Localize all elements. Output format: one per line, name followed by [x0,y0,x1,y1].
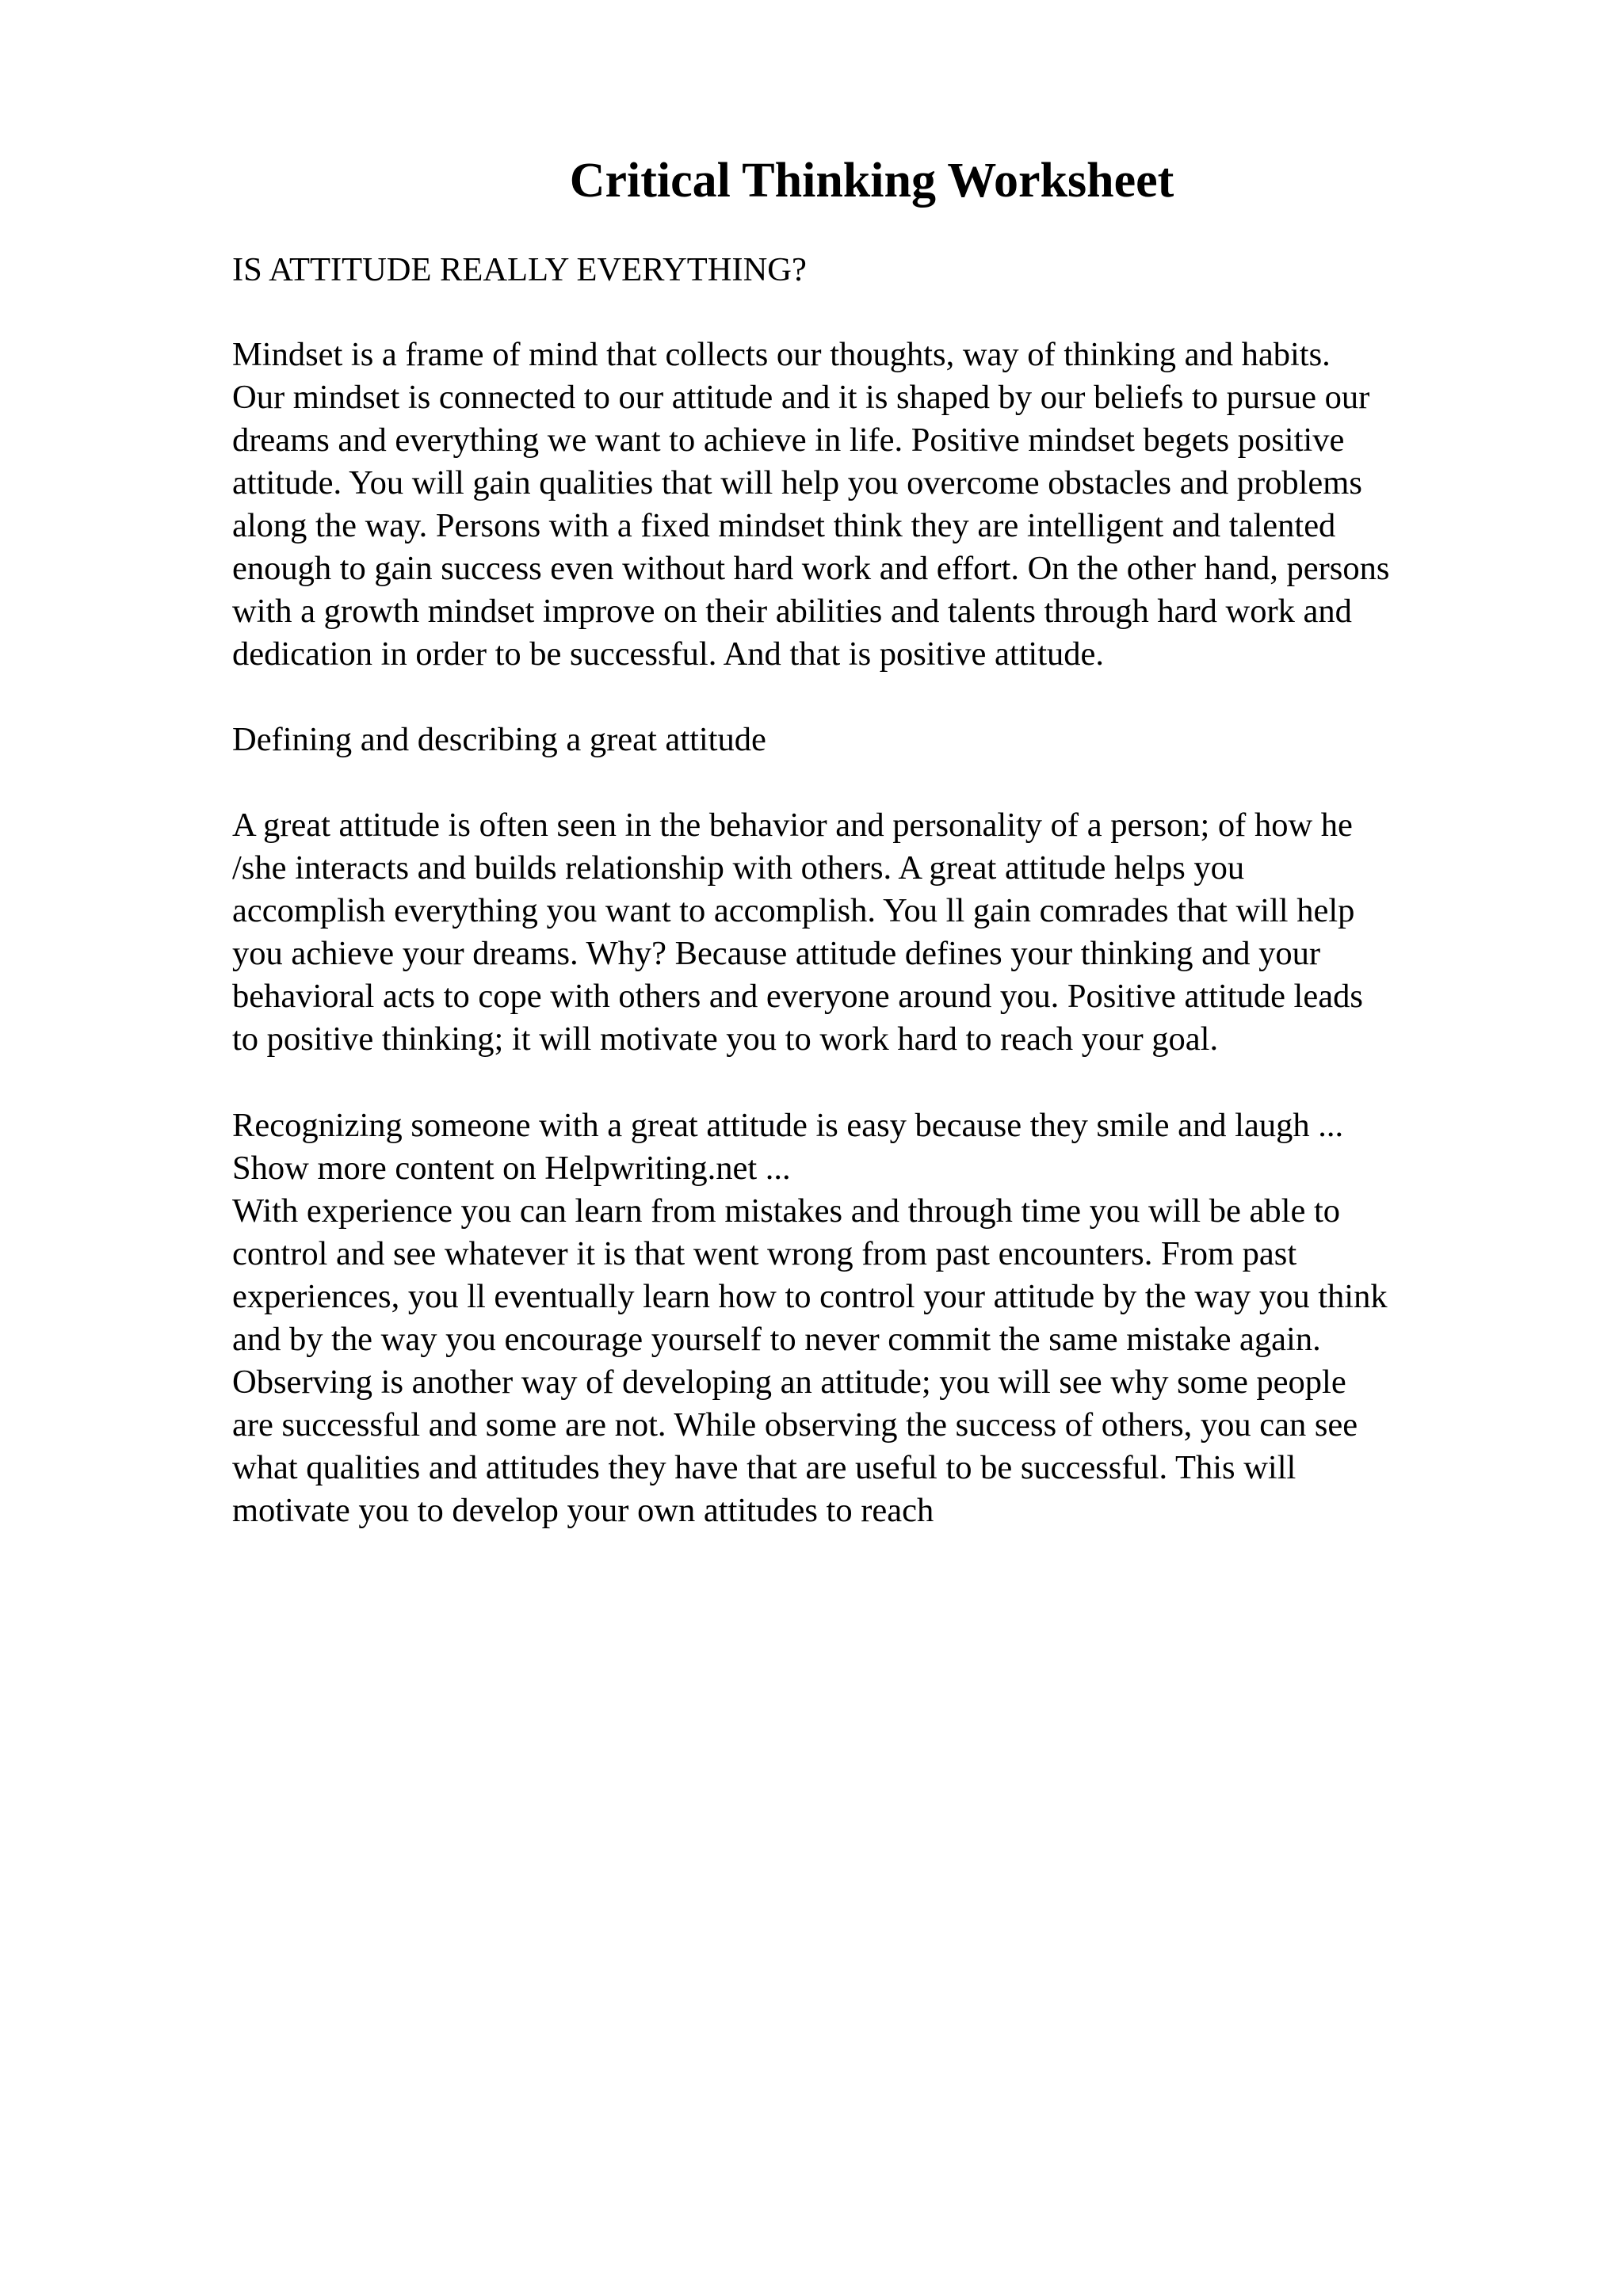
section-heading [232,719,1611,761]
paragraph-line: dedication in order to be successful. And that is positive attitude. [232,635,1105,673]
paragraph-mindset [232,334,1611,676]
paragraph-line: and by the way you encourage yourself to never commit the same mistake again. [232,1321,1321,1358]
paragraph-line: you achieve your dreams. Why? Because attitude defines your thinking and your [232,935,1320,972]
section-heading-text: Defining and describing a great attitude [232,721,766,758]
paragraph-line: what qualities and attitudes they have that are useful to be successful. This will [232,1449,1296,1486]
paragraph-line: behavioral acts to cope with others and everyone around you. Positive attitude leads [232,978,1363,1015]
paragraph-line: attitude. You will gain qualities that will help you overcome obstacles and problems [232,464,1362,502]
paragraph-line: enough to gain success even without hard work and effort. On the other hand, persons [232,550,1390,587]
paragraph-line: along the way. Persons with a fixed mindset think they are intelligent and talented [232,507,1336,544]
paragraph-line: dreams and everything we want to achieve in life. Positive mindset begets positive [232,421,1345,459]
subtitle-text: IS ATTITUDE REALLY EVERYTHING? [232,251,807,288]
paragraph-line: A great attitude is often seen in the behavior and personality of a person; of how he [232,807,1353,844]
worksheet-subtitle [232,249,1611,292]
page-title: Critical Thinking Worksheet [569,154,1174,208]
paragraph-line: to positive thinking; it will motivate you to work hard to reach your goal. [232,1020,1219,1058]
paragraph-line: accomplish everything you want to accomplish. You ll gain comrades that will help [232,892,1355,929]
paragraph-great-attitude [232,804,1611,1061]
paragraph-line: Mindset is a frame of mind that collects our thoughts, way of thinking and habits. [232,336,1331,373]
paragraph-line: control and see whatever it is that went wrong from past encounters. From past [232,1235,1297,1272]
paragraph-line: with a growth mindset improve on their abilities and talents through hard work and [232,593,1352,630]
paragraph-recognizing [232,1104,1611,1532]
paragraph-line: Our mindset is connected to our attitude and it is shaped by our beliefs to pursue our [232,379,1370,416]
paragraph-line: Recognizing someone with a great attitude is easy because they smile and laugh ... [232,1107,1344,1144]
paragraph-line: /she interacts and builds relationship with others. A great attitude helps you [232,849,1245,887]
paragraph-line: With experience you can learn from mistakes and through time you will be able to [232,1192,1340,1230]
paragraph-line: Show more content on Helpwriting.net ... [232,1150,791,1187]
paragraph-line: experiences, you ll eventually learn how to control your attitude by the way you think [232,1278,1388,1315]
paragraph-line: Observing is another way of developing an attitude; you will see why some people [232,1363,1346,1401]
paragraph-line: are successful and some are not. While observing the success of others, you can see [232,1406,1358,1444]
paragraph-line: motivate you to develop your own attitudes to reach [232,1492,934,1529]
